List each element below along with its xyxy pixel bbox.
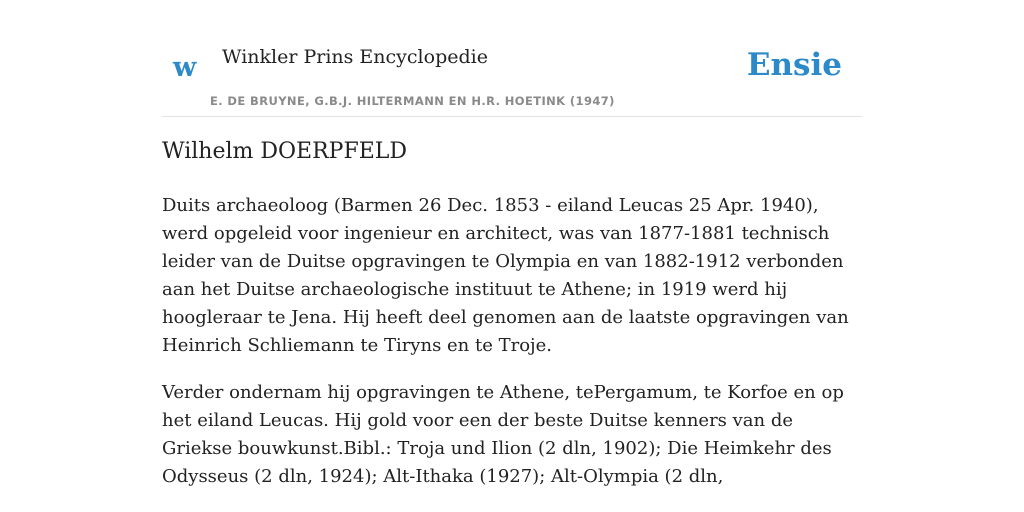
winkler-prins-logo[interactable]: w — [173, 52, 197, 83]
publication-title[interactable]: Winkler Prins Encyclopedie — [222, 46, 488, 68]
article-paragraph: Verder ondernam hij opgravingen te Athene, tePergamum, te Korfoe en op het eiland Leucas. Hij gold voor een der beste Duitse kenners van de Griekse bouwkunst.Bibl.: Troja und Ilion (2 dln, 1902); Die Heimkehr des Odysseus (2 dln, 1924); Alt-Ithaka (1927); Alt-Olympia (2 dln, — [162, 382, 844, 487]
article-paragraph: Duits archaeoloog (Barmen 26 Dec. 1853 - eiland Leucas 25 Apr. 1940), werd opgeleid voor ingenieur en architect, was van 1877-1881 technisch leider van de Duitse opgravingen te Olympia en van 1882-1912 verbonden aan het Duitse archaeologische instituut te Athene; in 1919 werd hij hoogleraar te Jena. Hij heeft deel genomen aan de laatste opgravingen van Heinrich Schliemann te Tiryns en te Troje. — [162, 195, 849, 356]
article-title: Wilhelm DOERPFELD — [162, 139, 408, 164]
encyclopedia-header — [162, 0, 862, 117]
publication-authors: E. DE BRUYNE, G.B.J. HILTERMANN EN H.R. HOETINK (1947) — [210, 94, 615, 108]
article-body — [162, 192, 862, 510]
ensie-brand-logo[interactable]: Ensie — [746, 47, 842, 83]
